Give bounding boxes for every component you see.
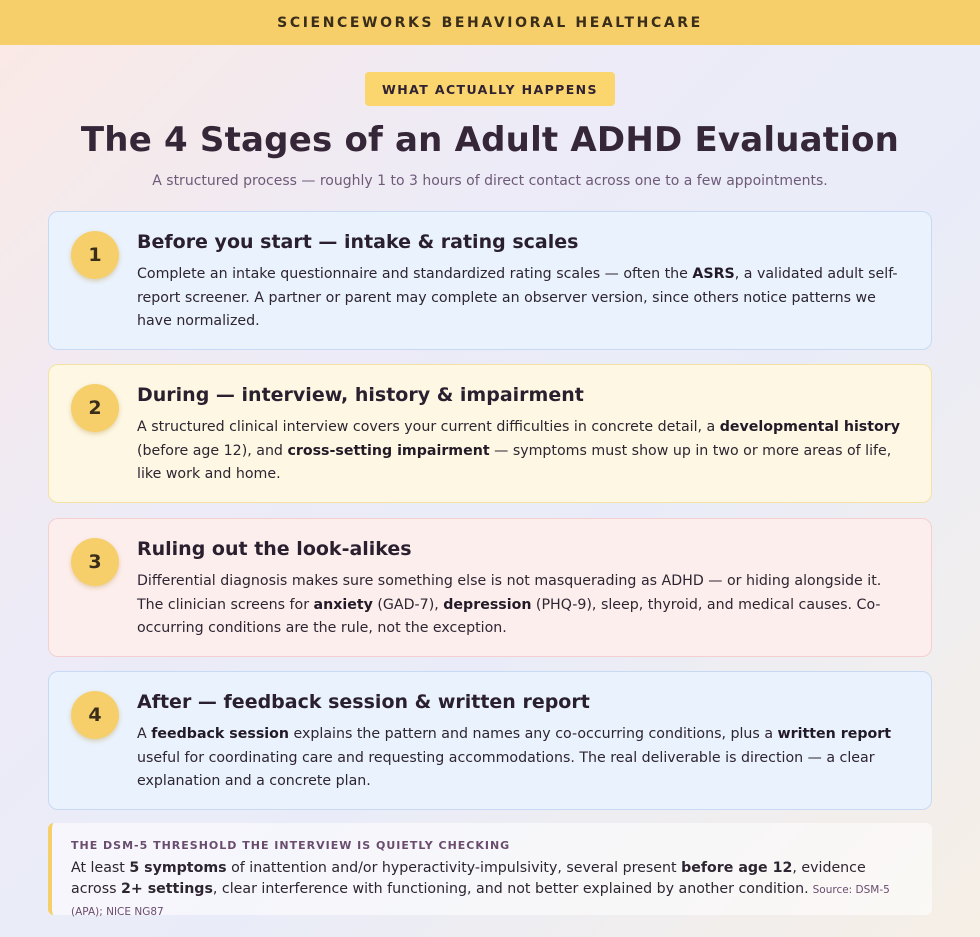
section-tag: WHAT ACTUALLY HAPPENS bbox=[365, 72, 615, 106]
body-text: (PHQ-9), sleep, thyroid, and medical causes. Co-occurring conditions are the rule, not the exception. bbox=[137, 596, 881, 636]
emphasis-text: feedback session bbox=[151, 726, 289, 742]
stage-title: After — feedback session & written report bbox=[137, 691, 590, 713]
emphasis-text: 2+ settings bbox=[121, 881, 213, 897]
emphasis-text: anxiety bbox=[313, 596, 373, 613]
callout-title: THE DSM-5 THRESHOLD THE INTERVIEW IS QUIETLY CHECKING bbox=[71, 839, 511, 852]
emphasis-text: written report bbox=[777, 726, 892, 742]
stage-body bbox=[137, 416, 909, 487]
body-text: (before age 12), and bbox=[137, 442, 288, 459]
emphasis-text: before age 12 bbox=[681, 860, 793, 876]
page-subtitle: A structured process — roughly 1 to 3 hours of direct contact across one to a few appointments. bbox=[152, 173, 828, 189]
body-text: useful for coordinating care and requesting accommodations. The real deliverable is direction — a clear explanation and a concrete plan. bbox=[137, 749, 875, 789]
emphasis-text: 5 symptoms bbox=[129, 860, 227, 876]
stage-number-badge: 2 bbox=[71, 384, 119, 432]
org-name: SCIENCEWORKS BEHAVIORAL HEALTHCARE bbox=[277, 14, 703, 31]
emphasis-text: ASRS bbox=[692, 266, 735, 282]
body-text: A structured clinical interview covers your current difficulties in concrete detail, a bbox=[137, 419, 720, 435]
body-text: Complete an intake questionnaire and standardized rating scales — often the bbox=[137, 266, 693, 282]
body-text: At least bbox=[71, 860, 130, 876]
emphasis-text: cross-setting impairment bbox=[287, 442, 490, 459]
body-text: Differential diagnosis makes sure something else is not masquerading as ADHD — or hiding alongside it. The clinician screens for bbox=[137, 573, 882, 613]
body-text: , evidence across bbox=[71, 860, 866, 897]
stage-title: During — interview, history & impairment bbox=[137, 384, 584, 406]
stage-number-badge: 1 bbox=[71, 231, 119, 279]
body-text: A bbox=[137, 726, 152, 742]
callout-body bbox=[71, 858, 901, 923]
stage-card-1 bbox=[48, 211, 932, 350]
stage-body bbox=[137, 570, 909, 641]
stage-title: Before you start — intake & rating scales bbox=[137, 231, 579, 253]
callout-text bbox=[71, 860, 866, 897]
body-text: , a validated adult self-report screener. A partner or parent may complete an observer version, since others notice patterns we have normalized. bbox=[137, 266, 898, 329]
stage-card-3 bbox=[48, 518, 932, 657]
body-text: of inattention and/or hyperactivity-impulsivity, several present bbox=[226, 860, 682, 876]
stage-number-badge: 4 bbox=[71, 691, 119, 739]
emphasis-text: developmental history bbox=[719, 419, 901, 435]
stage-number-badge: 3 bbox=[71, 538, 119, 586]
body-text: — symptoms must show up in two or more areas of life, like work and home. bbox=[137, 442, 892, 482]
body-text: explains the pattern and names any co-occurring conditions, plus a bbox=[288, 726, 778, 742]
page-title: The 4 Stages of an Adult ADHD Evaluation bbox=[80, 120, 900, 160]
callout-source: Source: DSM-5 (APA); NICE NG87 bbox=[71, 884, 890, 918]
emphasis-text: depression bbox=[443, 596, 532, 613]
body-text: (GAD-7), bbox=[372, 596, 444, 613]
stage-body bbox=[137, 723, 909, 794]
stage-card-2 bbox=[48, 364, 932, 503]
header-banner bbox=[0, 0, 980, 45]
stage-card-4 bbox=[48, 671, 932, 810]
body-text: , clear interference with functioning, and not better explained by another condition. bbox=[212, 881, 809, 897]
stage-title: Ruling out the look-alikes bbox=[137, 538, 412, 560]
dsm5-threshold-callout bbox=[48, 823, 932, 918]
stage-body bbox=[137, 263, 909, 334]
